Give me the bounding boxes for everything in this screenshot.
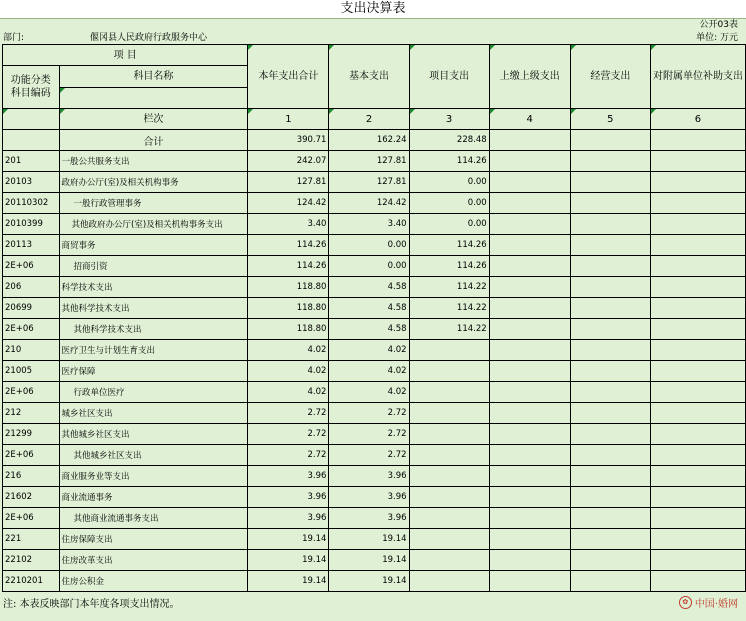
project-cell — [409, 445, 489, 466]
total-cell: 3.40 — [248, 214, 329, 235]
table-row — [3, 340, 746, 361]
business-cell — [570, 466, 650, 487]
subject-name-cell: 政府办公厅(室)及相关机构事务 — [59, 172, 248, 193]
business-cell — [570, 298, 650, 319]
upper-cell — [489, 424, 570, 445]
subject-name-cell: 其他商业流通事务支出 — [59, 508, 248, 529]
total-subsidy-cell — [650, 130, 745, 151]
project-cell: 114.26 — [409, 256, 489, 277]
total-cell: 2.72 — [248, 403, 329, 424]
table-row — [3, 424, 746, 445]
project-cell — [409, 571, 489, 592]
subject-name-cell: 科学技术支出 — [59, 277, 248, 298]
item-header: 项 目 — [3, 45, 248, 66]
page-title: 支出决算表 — [340, 1, 406, 16]
code-cell: 2E+06 — [3, 382, 60, 403]
col-num: 5 — [570, 109, 650, 130]
basic-cell: 19.14 — [329, 529, 409, 550]
total-header: 本年支出合计 — [248, 45, 329, 109]
code-cell: 21005 — [3, 361, 60, 382]
project-cell — [409, 550, 489, 571]
table-row — [3, 151, 746, 172]
table-row — [3, 277, 746, 298]
total-cell: 19.14 — [248, 571, 329, 592]
code-cell: 2E+06 — [3, 319, 60, 340]
upper-cell — [489, 151, 570, 172]
code-cell: 210 — [3, 340, 60, 361]
total-row — [3, 130, 746, 151]
table-row — [3, 487, 746, 508]
upper-cell — [489, 172, 570, 193]
code-cell: 20110302 — [3, 193, 60, 214]
upper-cell — [489, 361, 570, 382]
table-row — [3, 571, 746, 592]
department-label: 部门: — [3, 33, 25, 43]
upper-cell — [489, 508, 570, 529]
subject-name-cell: 其他科学技术支出 — [59, 298, 248, 319]
basic-cell: 4.58 — [329, 319, 409, 340]
upper-cell — [489, 529, 570, 550]
col-num: 4 — [489, 109, 570, 130]
subsidy-cell — [650, 298, 745, 319]
basic-cell: 4.58 — [329, 277, 409, 298]
business-cell — [570, 319, 650, 340]
total-upper-cell — [489, 130, 570, 151]
subsidy-cell — [650, 193, 745, 214]
upper-cell — [489, 319, 570, 340]
upper-cell — [489, 340, 570, 361]
upper-cell — [489, 256, 570, 277]
code-cell: 201 — [3, 151, 60, 172]
business-header: 经营支出 — [570, 45, 650, 109]
table-row — [3, 298, 746, 319]
table-row — [3, 172, 746, 193]
project-cell: 0.00 — [409, 214, 489, 235]
code-cell: 2E+06 — [3, 508, 60, 529]
table-row — [3, 256, 746, 277]
subsidy-cell — [650, 529, 745, 550]
code-cell: 20699 — [3, 298, 60, 319]
code-cell: 20103 — [3, 172, 60, 193]
subsidy-cell — [650, 466, 745, 487]
watermark — [679, 594, 738, 610]
subsidy-cell — [650, 235, 745, 256]
unit-label: 单位: 万元 — [696, 33, 738, 43]
basic-cell: 127.81 — [329, 151, 409, 172]
subject-name-cell: 其他城乡社区支出 — [59, 445, 248, 466]
business-cell — [570, 193, 650, 214]
subsidy-cell — [650, 508, 745, 529]
subject-name-cell: 城乡社区支出 — [59, 403, 248, 424]
subsidy-header: 对附属单位补助支出 — [650, 45, 745, 109]
project-cell — [409, 466, 489, 487]
subject-name-cell: 医疗保障 — [59, 361, 248, 382]
project-cell: 0.00 — [409, 193, 489, 214]
table-row — [3, 235, 746, 256]
subject-name-cell: 住房公积金 — [59, 571, 248, 592]
business-cell — [570, 403, 650, 424]
lanci-blank — [3, 109, 60, 130]
total-cell: 124.42 — [248, 193, 329, 214]
total-cell: 19.14 — [248, 550, 329, 571]
business-cell — [570, 256, 650, 277]
business-cell — [570, 235, 650, 256]
table-row — [3, 214, 746, 235]
upper-cell — [489, 235, 570, 256]
table-row — [3, 403, 746, 424]
total-cell: 114.26 — [248, 256, 329, 277]
project-header: 项目支出 — [409, 45, 489, 109]
code-cell: 21299 — [3, 424, 60, 445]
subject-name-cell: 行政单位医疗 — [59, 382, 248, 403]
subsidy-cell — [650, 319, 745, 340]
form-number: 公开03表 — [699, 20, 738, 30]
subject-name-cell: 住房保障支出 — [59, 529, 248, 550]
basic-cell: 2.72 — [329, 445, 409, 466]
basic-cell: 4.58 — [329, 298, 409, 319]
total-basic-cell: 162.24 — [329, 130, 409, 151]
col-num: 2 — [329, 109, 409, 130]
basic-cell: 2.72 — [329, 424, 409, 445]
subsidy-cell — [650, 424, 745, 445]
subsidy-cell — [650, 340, 745, 361]
business-cell — [570, 550, 650, 571]
upper-cell — [489, 550, 570, 571]
business-cell — [570, 508, 650, 529]
code-cell: 2E+06 — [3, 256, 60, 277]
subject-name-cell: 医疗卫生与计划生育支出 — [59, 340, 248, 361]
subject-name-cell: 其他政府办公厅(室)及相关机构事务支出 — [59, 214, 248, 235]
upper-cell — [489, 277, 570, 298]
upper-cell — [489, 214, 570, 235]
total-cell: 242.07 — [248, 151, 329, 172]
subject-name-header: 科目名称 — [59, 66, 248, 88]
total-cell: 118.80 — [248, 298, 329, 319]
total-cell: 2.72 — [248, 445, 329, 466]
col-num: 3 — [409, 109, 489, 130]
lanci-label: 栏次 — [59, 109, 248, 130]
code-cell: 22102 — [3, 550, 60, 571]
total-sum-cell: 390.71 — [248, 130, 329, 151]
project-cell: 114.22 — [409, 298, 489, 319]
business-cell — [570, 529, 650, 550]
total-business-cell — [570, 130, 650, 151]
department-name: 偃冈县人民政府行政服务中心 — [90, 33, 208, 43]
subsidy-cell — [650, 487, 745, 508]
upper-cell — [489, 466, 570, 487]
table-row — [3, 382, 746, 403]
business-cell — [570, 445, 650, 466]
total-cell: 3.96 — [248, 487, 329, 508]
table-row — [3, 319, 746, 340]
subsidy-cell — [650, 361, 745, 382]
basic-cell: 3.96 — [329, 466, 409, 487]
subsidy-cell — [650, 151, 745, 172]
code-cell: 206 — [3, 277, 60, 298]
func-code-header: 功能分类 科目编码 — [3, 66, 60, 109]
code-cell: 212 — [3, 403, 60, 424]
total-cell: 3.96 — [248, 466, 329, 487]
upper-cell — [489, 445, 570, 466]
project-cell — [409, 340, 489, 361]
subject-name-cell: 一般行政管理事务 — [59, 193, 248, 214]
subject-name-cell: 住房改革支出 — [59, 550, 248, 571]
code-cell: 2210201 — [3, 571, 60, 592]
subsidy-cell — [650, 214, 745, 235]
upper-cell — [489, 298, 570, 319]
subsidy-cell — [650, 277, 745, 298]
basic-cell: 127.81 — [329, 172, 409, 193]
business-cell — [570, 172, 650, 193]
business-cell — [570, 382, 650, 403]
total-project-cell: 228.48 — [409, 130, 489, 151]
business-cell — [570, 277, 650, 298]
basic-cell: 19.14 — [329, 571, 409, 592]
code-cell: 216 — [3, 466, 60, 487]
business-cell — [570, 571, 650, 592]
upper-header: 上缴上级支出 — [489, 45, 570, 109]
expenditure-table — [2, 44, 746, 592]
upper-cell — [489, 403, 570, 424]
header-spacer — [59, 88, 248, 109]
project-cell — [409, 424, 489, 445]
subsidy-cell — [650, 403, 745, 424]
code-cell: 221 — [3, 529, 60, 550]
project-cell: 114.26 — [409, 151, 489, 172]
total-cell: 118.80 — [248, 277, 329, 298]
basic-cell: 3.96 — [329, 487, 409, 508]
subsidy-cell — [650, 172, 745, 193]
code-cell: 2E+06 — [3, 445, 60, 466]
total-cell: 19.14 — [248, 529, 329, 550]
project-cell: 114.22 — [409, 277, 489, 298]
basic-cell: 4.02 — [329, 361, 409, 382]
table-row — [3, 550, 746, 571]
project-cell: 114.22 — [409, 319, 489, 340]
subject-name-cell: 招商引资 — [59, 256, 248, 277]
basic-cell: 4.02 — [329, 382, 409, 403]
business-cell — [570, 340, 650, 361]
basic-cell: 3.96 — [329, 508, 409, 529]
subsidy-cell — [650, 571, 745, 592]
total-cell: 4.02 — [248, 361, 329, 382]
project-cell — [409, 361, 489, 382]
table-row — [3, 361, 746, 382]
subject-name-cell: 商贸事务 — [59, 235, 248, 256]
table-row — [3, 508, 746, 529]
business-cell — [570, 424, 650, 445]
col-num: 6 — [650, 109, 745, 130]
subject-name-cell: 其他科学技术支出 — [59, 319, 248, 340]
table-row — [3, 193, 746, 214]
table-row — [3, 445, 746, 466]
code-cell: 20113 — [3, 235, 60, 256]
basic-cell: 124.42 — [329, 193, 409, 214]
project-cell: 0.00 — [409, 172, 489, 193]
subsidy-cell — [650, 445, 745, 466]
project-cell — [409, 382, 489, 403]
code-cell: 2010399 — [3, 214, 60, 235]
basic-cell: 19.14 — [329, 550, 409, 571]
total-label: 合计 — [59, 130, 248, 151]
basic-cell: 0.00 — [329, 256, 409, 277]
subsidy-cell — [650, 382, 745, 403]
table-row — [3, 529, 746, 550]
business-cell — [570, 214, 650, 235]
footer-note: 注: 本表反映部门本年度各项支出情况。 — [3, 599, 180, 610]
basic-cell: 4.02 — [329, 340, 409, 361]
upper-cell — [489, 571, 570, 592]
subsidy-cell — [650, 550, 745, 571]
business-cell — [570, 151, 650, 172]
subsidy-cell — [650, 256, 745, 277]
total-cell: 3.96 — [248, 508, 329, 529]
total-cell: 118.80 — [248, 319, 329, 340]
code-cell: 21602 — [3, 487, 60, 508]
total-cell: 4.02 — [248, 340, 329, 361]
col-num: 1 — [248, 109, 329, 130]
watermark-text: 中国·婚网 — [694, 598, 738, 610]
project-cell — [409, 508, 489, 529]
business-cell — [570, 487, 650, 508]
project-cell: 114.26 — [409, 235, 489, 256]
table-row — [3, 466, 746, 487]
basic-cell: 0.00 — [329, 235, 409, 256]
upper-cell — [489, 382, 570, 403]
project-cell — [409, 529, 489, 550]
total-cell: 2.72 — [248, 424, 329, 445]
basic-header: 基本支出 — [329, 45, 409, 109]
subject-name-cell: 商业服务业等支出 — [59, 466, 248, 487]
subject-name-cell: 其他城乡社区支出 — [59, 424, 248, 445]
basic-cell: 3.40 — [329, 214, 409, 235]
total-cell: 114.26 — [248, 235, 329, 256]
total-code-cell — [3, 130, 60, 151]
project-cell — [409, 403, 489, 424]
seal-icon: ✿ — [679, 596, 692, 609]
total-cell: 4.02 — [248, 382, 329, 403]
upper-cell — [489, 487, 570, 508]
project-cell — [409, 487, 489, 508]
total-cell: 127.81 — [248, 172, 329, 193]
basic-cell: 2.72 — [329, 403, 409, 424]
subject-name-cell: 商业流通事务 — [59, 487, 248, 508]
subject-name-cell: 一般公共服务支出 — [59, 151, 248, 172]
upper-cell — [489, 193, 570, 214]
business-cell — [570, 361, 650, 382]
